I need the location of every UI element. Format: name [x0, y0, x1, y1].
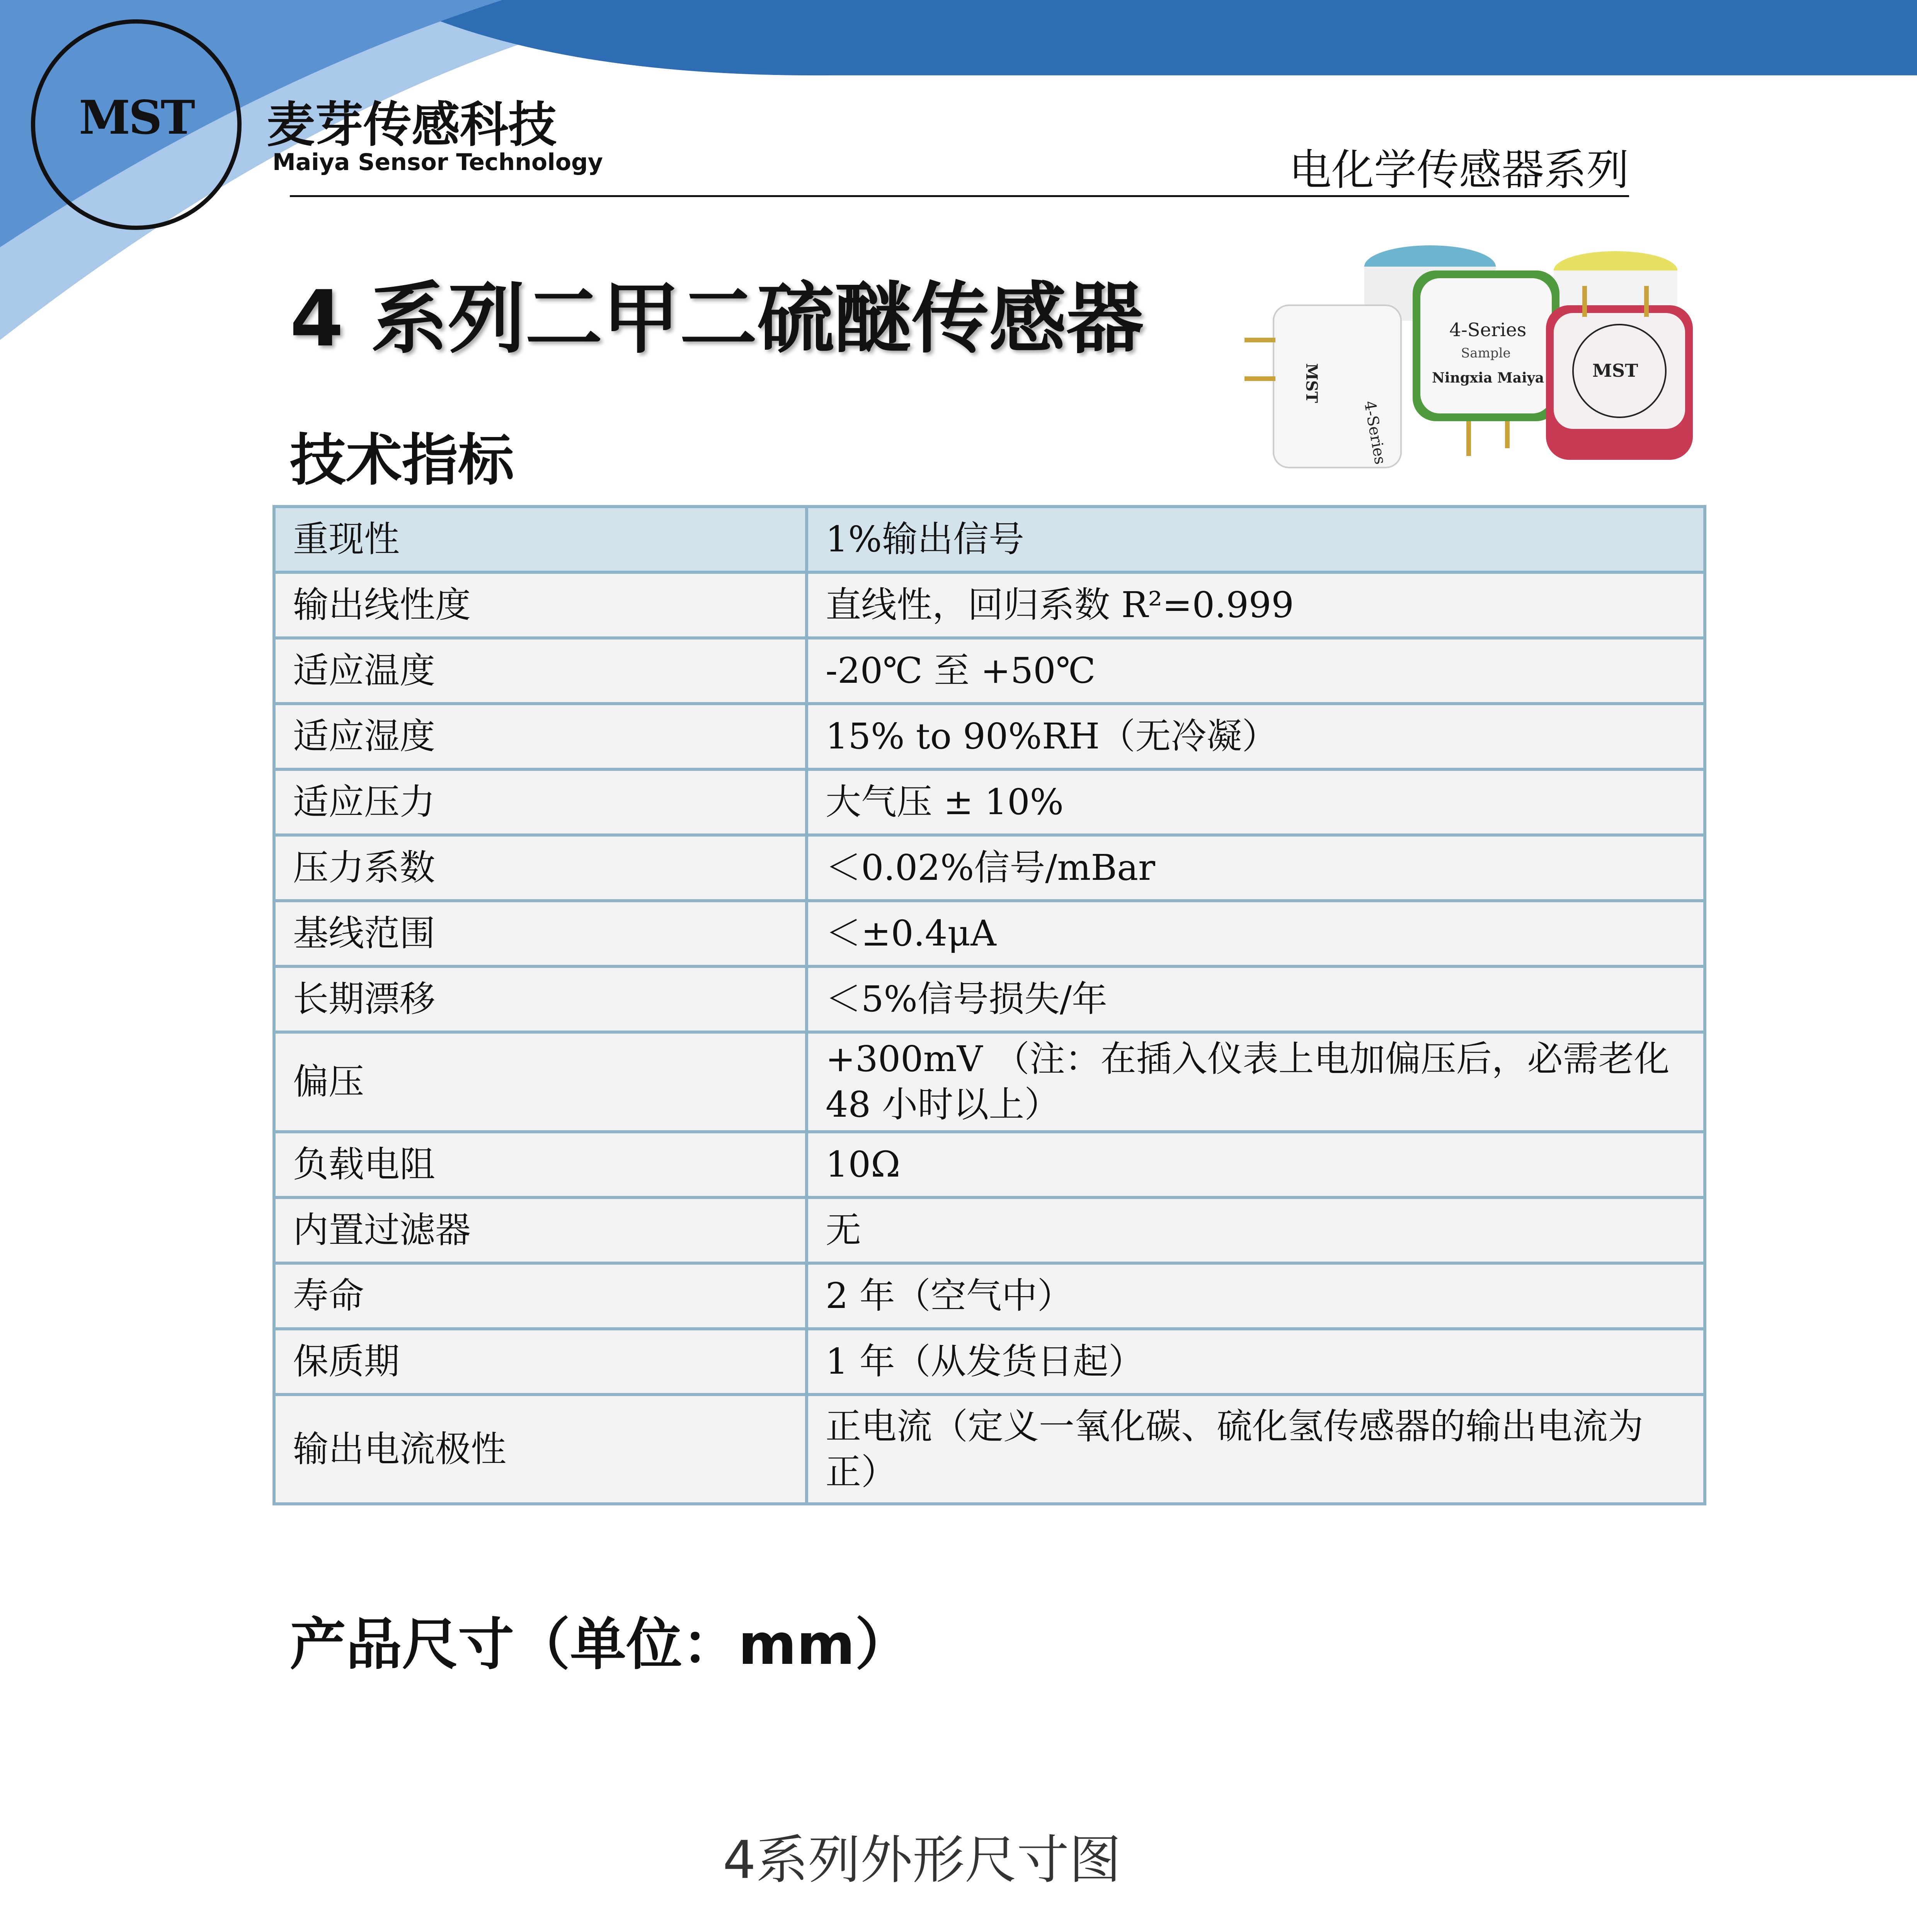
spec-label: 适应压力 — [274, 769, 807, 835]
company-name-en: Maiya Sensor Technology — [272, 149, 603, 176]
spec-label: 输出电流极性 — [274, 1395, 807, 1504]
spec-label: 适应温度 — [274, 638, 807, 704]
specs-heading: 技术指标 — [290, 428, 514, 493]
spec-label: 适应湿度 — [274, 704, 807, 769]
spec-value: ＜0.02%信号/mBar — [807, 835, 1705, 901]
spec-value: ＜5%信号损失/年 — [807, 966, 1705, 1032]
table-row — [274, 1395, 1705, 1504]
spec-label: 保质期 — [274, 1329, 807, 1395]
spec-value: 正电流（定义一氧化碳、硫化氢传感器的输出电流为正） — [807, 1395, 1705, 1504]
photo-label-series-left: 4-Series — [1360, 399, 1389, 466]
spec-value: 直线性，回归系数 R²=0.999 — [807, 572, 1705, 638]
spec-label: 重现性 — [274, 507, 807, 572]
table-row — [274, 835, 1705, 901]
photo-label-series: 4-Series — [1449, 319, 1527, 341]
table-row — [274, 507, 1705, 572]
table-row — [274, 769, 1705, 835]
dimensions-heading: 产品尺寸（单位：mm） — [290, 1612, 911, 1677]
spec-value: 2 年（空气中） — [807, 1263, 1705, 1329]
spec-value: 无 — [807, 1197, 1705, 1263]
spec-value: 1 年（从发货日起） — [807, 1329, 1705, 1395]
spec-label: 压力系数 — [274, 835, 807, 901]
series-label: 电化学传感器系列 — [1289, 145, 1629, 195]
drawing-caption: 4系列外形尺寸图 — [723, 1830, 1121, 1890]
logo-mark: MST — [79, 90, 194, 145]
dimension-drawing — [406, 1797, 1565, 1932]
photo-label-company: Ningxia Maiya — [1432, 370, 1544, 386]
table-row — [274, 638, 1705, 704]
spec-label: 基线范围 — [274, 901, 807, 966]
table-row — [274, 572, 1705, 638]
spec-label: 长期漂移 — [274, 966, 807, 1032]
spec-value: ＜±0.4μA — [807, 901, 1705, 966]
table-row — [274, 1263, 1705, 1329]
product-photo — [1237, 240, 1770, 487]
table-row — [274, 1132, 1705, 1197]
spec-value: +300mV （注：在插入仪表上电加偏压后，必需老化 48 小时以上） — [807, 1032, 1705, 1132]
header-rule — [290, 195, 1629, 197]
spec-label: 输出线性度 — [274, 572, 807, 638]
spec-value: -20℃ 至 +50℃ — [807, 638, 1705, 704]
spec-table — [272, 505, 1706, 1505]
spec-value: 15% to 90%RH（无冷凝） — [807, 704, 1705, 769]
spec-label: 内置过滤器 — [274, 1197, 807, 1263]
table-row — [274, 1197, 1705, 1263]
spec-value: 1%输出信号 — [807, 507, 1705, 572]
table-row — [274, 704, 1705, 769]
photo-label-mst-right: MST — [1592, 360, 1638, 381]
spec-value: 10Ω — [807, 1132, 1705, 1197]
spec-label: 寿命 — [274, 1263, 807, 1329]
photo-label-mst-left: MST — [1302, 363, 1321, 403]
table-row — [274, 1032, 1705, 1132]
table-row — [274, 901, 1705, 966]
table-row — [274, 1329, 1705, 1395]
photo-label-sample: Sample — [1461, 345, 1511, 361]
top-band-dark — [425, 0, 1917, 75]
spec-label: 偏压 — [274, 1032, 807, 1132]
table-row — [274, 966, 1705, 1032]
page-title: 4 系列二甲二硫醚传感器 — [290, 274, 1144, 364]
spec-value: 大气压 ± 10% — [807, 769, 1705, 835]
spec-label: 负载电阻 — [274, 1132, 807, 1197]
company-name-cn: 麦芽传感科技 — [267, 97, 557, 153]
